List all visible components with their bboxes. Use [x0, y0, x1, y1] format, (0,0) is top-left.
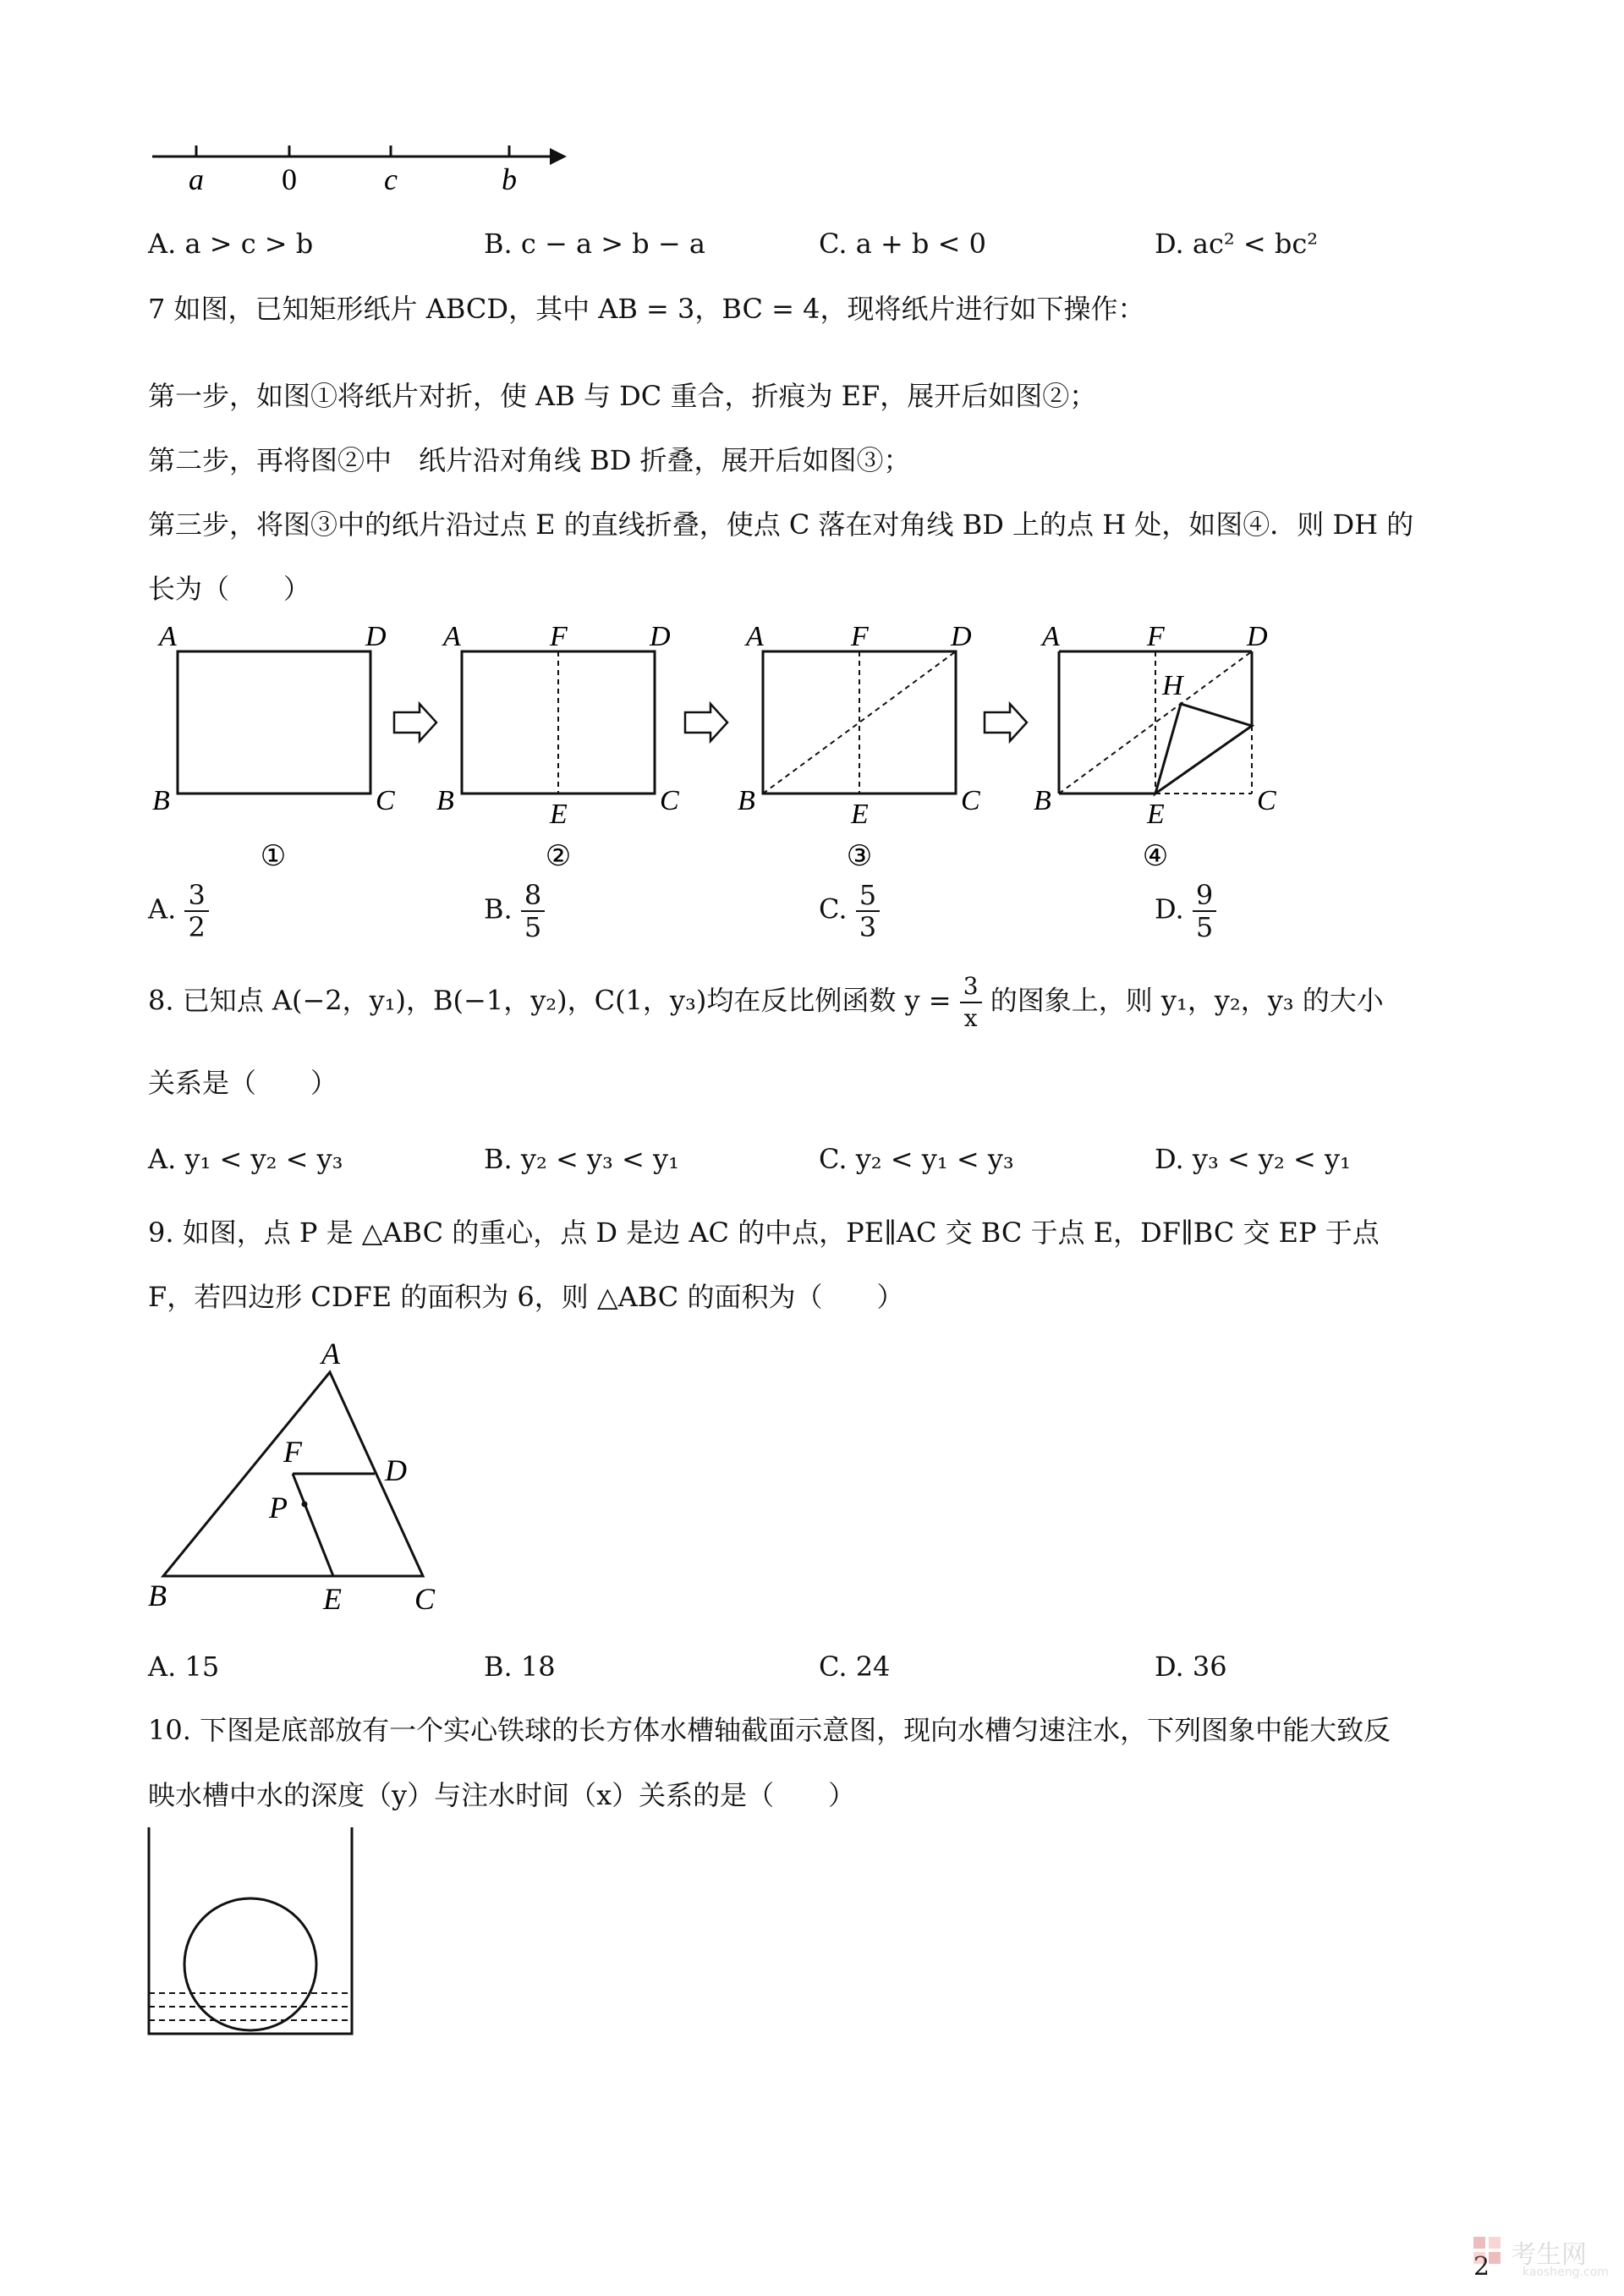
fig3-label-e: E: [851, 799, 869, 830]
q7-figure-1: [152, 621, 395, 872]
q7-figure-3: [738, 621, 980, 872]
numberline-label-a: a: [189, 162, 204, 196]
q10-line2: 映水槽中水的深度（y）与注水时间（x）关系的是（ ）: [148, 1779, 856, 1811]
fig1-label-d: D: [365, 621, 387, 652]
watermark-logo-icon: [1472, 2235, 1506, 2274]
fig3-label-b: B: [738, 785, 755, 816]
q9-label-a: A: [321, 1337, 340, 1370]
fig3-label-f: F: [851, 621, 869, 652]
q6-option-a[interactable]: A. a > c > b: [148, 228, 314, 260]
fig2-label-f: F: [550, 621, 568, 652]
q9-label-p: P: [269, 1491, 288, 1524]
numberline-label-b: b: [502, 162, 517, 196]
q7-figure-4: [1034, 621, 1276, 872]
fig2-caption: ②: [545, 841, 572, 872]
q9-label-f: F: [283, 1435, 302, 1469]
q7-stem: 7 如图，已知矩形纸片 ABCD，其中 AB = 3，BC = 4，现将纸片进行如下操作：: [148, 293, 1145, 325]
q7-option-c[interactable]: C. $\frac{5}{3}$: [819, 880, 880, 942]
q8-line2: 关系是（ ）: [148, 1067, 338, 1099]
fig4-label-c: C: [1257, 785, 1276, 816]
q7-option-b[interactable]: B. $\frac{8}{5}$: [484, 880, 545, 942]
q7-option-d-fraction: $\frac{9}{5}$: [1193, 880, 1216, 942]
fig4-label-h: H: [1162, 670, 1183, 701]
q7-figures: [144, 613, 1286, 884]
q8-line1: 8. 已知点 A(−2，y₁)，B(−1，y₂)，C(1，y₃)均在反比例函数 y = $\frac{3}{x}$ 的图象上，则 y₁，y₂，y₃ 的大小: [148, 972, 1384, 1032]
fig2-label-d: D: [650, 621, 671, 652]
q9-label-c: C: [414, 1582, 436, 1616]
q9-line1: 9. 如图，点 P 是 △ABC 的重心，点 D 是边 AC 的中点，PE∥AC 交 BC 于点 E，DF∥BC 交 EP 于点: [148, 1217, 1380, 1249]
q7-figure-2: [436, 621, 679, 872]
q8-option-c[interactable]: C. y₂ < y₁ < y₃: [819, 1143, 1014, 1175]
fig3-label-a: A: [746, 621, 764, 652]
page-number: 2: [1473, 2252, 1490, 2282]
fig1-label-c: C: [376, 785, 395, 816]
fig2-label-e: E: [550, 799, 568, 830]
watermark-text: 考生网: [1511, 2240, 1587, 2270]
q9-label-b: B: [148, 1579, 167, 1612]
q9-option-d[interactable]: D. 36: [1155, 1651, 1227, 1683]
watermark-sub: kaosheng.com: [1522, 2266, 1609, 2279]
q8-option-b[interactable]: B. y₂ < y₃ < y₁: [484, 1143, 679, 1175]
q7-option-c-fraction: $\frac{5}{3}$: [856, 880, 880, 942]
q9-line2: F，若四边形 CDFE 的面积为 6，则 △ABC 的面积为（ ）: [148, 1281, 904, 1313]
q9-label-d: D: [385, 1453, 407, 1487]
fig4-caption: ④: [1142, 841, 1169, 872]
fig4-label-f: F: [1147, 621, 1165, 652]
q9-option-c[interactable]: C. 24: [819, 1651, 891, 1683]
fig1-label-a: A: [159, 621, 177, 652]
fig2-label-a: A: [443, 621, 461, 652]
fig4-label-a: A: [1042, 621, 1060, 652]
q7-step2: 第二步，再将图②中 纸片沿对角线 BD 折叠，展开后如图③；: [148, 444, 911, 476]
q7-option-b-fraction: $\frac{8}{5}$: [521, 880, 545, 942]
fig4-label-b: B: [1034, 785, 1051, 816]
q8-option-d[interactable]: D. y₃ < y₂ < y₁: [1155, 1143, 1351, 1175]
fig4-label-d: D: [1247, 621, 1268, 652]
fig3-caption: ③: [846, 841, 873, 872]
q7-option-a[interactable]: A. $\frac{3}{2}$: [148, 880, 209, 942]
fig3-label-d: D: [951, 621, 972, 652]
q8-option-a[interactable]: A. y₁ < y₂ < y₃: [148, 1143, 343, 1175]
q8-fraction: $\frac{3}{x}$: [960, 971, 982, 1034]
q6-option-c[interactable]: C. a + b < 0: [819, 228, 986, 260]
numberline-label-0: 0: [282, 162, 297, 196]
q9-figure: [144, 1337, 465, 1624]
number-line: [144, 135, 567, 203]
q9-label-e: E: [323, 1582, 342, 1616]
watermark: [1472, 2232, 1616, 2282]
q10-line1: 10. 下图是底部放有一个实心铁球的长方体水槽轴截面示意图，现向水槽匀速注水，下列图象中能大致反: [148, 1714, 1391, 1746]
q9-option-b[interactable]: B. 18: [484, 1651, 556, 1683]
q6-option-b[interactable]: B. c − a > b − a: [484, 228, 705, 260]
fig1-caption: ①: [260, 841, 287, 872]
q7-option-a-fraction: $\frac{3}{2}$: [184, 880, 208, 942]
numberline-label-c: c: [384, 162, 398, 196]
fig3-label-c: C: [961, 785, 980, 816]
q7-step3a: 第三步，将图③中的纸片沿过点 E 的直线折叠，使点 C 落在对角线 BD 上的点 H 处，如图④．则 DH 的: [148, 508, 1414, 541]
q7-step1: 第一步，如图①将纸片对折，使 AB 与 DC 重合，折痕为 EF，展开后如图②；: [148, 380, 1097, 412]
fig2-label-c: C: [660, 785, 679, 816]
fig1-label-b: B: [152, 785, 170, 816]
q7-option-d[interactable]: D. $\frac{9}{5}$: [1155, 880, 1216, 942]
fig4-label-e: E: [1147, 799, 1165, 830]
q6-option-d[interactable]: D. ac² < bc²: [1155, 228, 1319, 260]
q7-step3b: 长为（ ）: [148, 573, 311, 605]
q10-tank-figure: [144, 1827, 364, 2047]
fig2-label-b: B: [436, 785, 454, 816]
q9-option-a[interactable]: A. 15: [148, 1651, 220, 1683]
